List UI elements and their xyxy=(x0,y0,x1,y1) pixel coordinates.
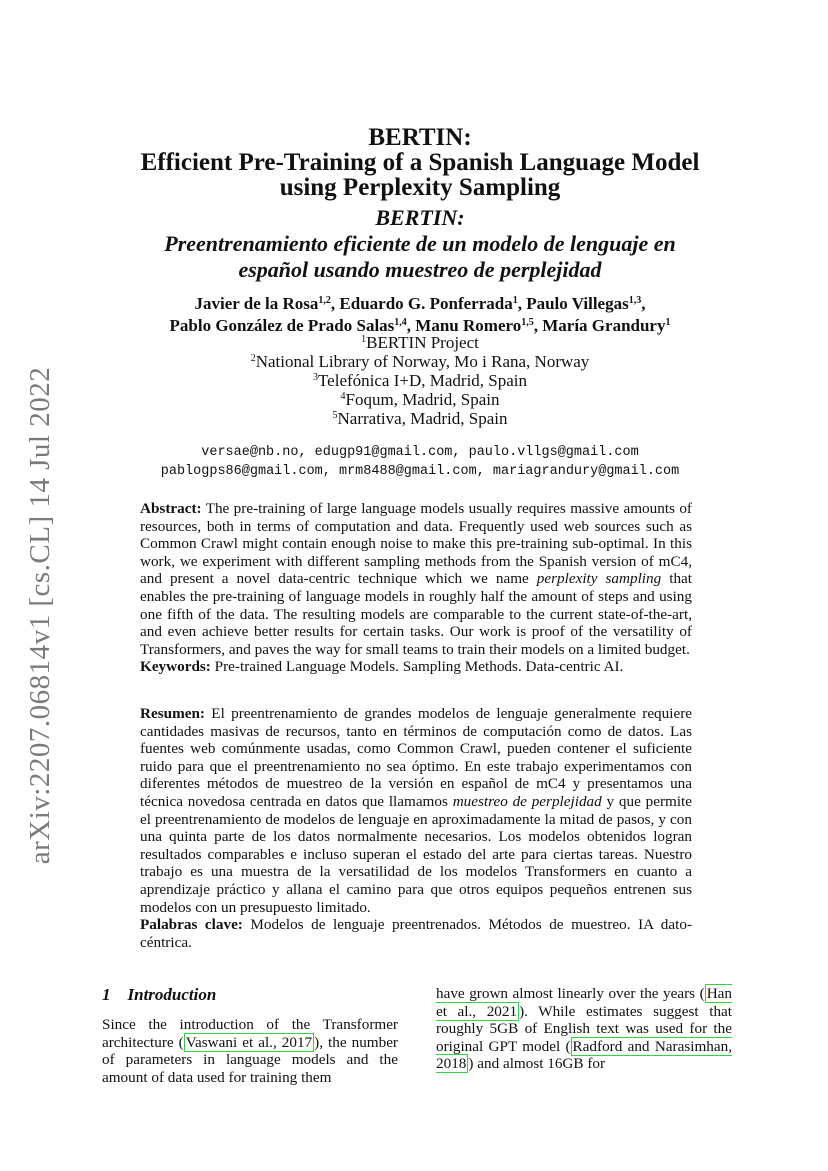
abstract-text: that enables the pre-training of language models in roughly half the amount of steps and using one fifth of the data. The resulting models are comparable to the current state-of-the-art, and even achieve better results for certain tasks. Our work is proof of the versatility of Transformers, and paves the way for small teams to train their models on a limited budget. xyxy=(140,570,693,658)
author-affiliation-mark: 1,3 xyxy=(628,295,642,306)
abstract-label: Abstract: xyxy=(140,500,202,517)
citation-link[interactable]: Vaswani et al., 2017 xyxy=(185,1033,313,1051)
palabras-clave-text: Modelos de lenguaje preentrenados. Métodos de muestreo. IA dato-céntrica. xyxy=(140,916,693,951)
author-affiliation-mark: 1 xyxy=(665,317,671,328)
arxiv-id-text: arXiv:2207.06814v1 [cs.CL] 14 Jul 2022 xyxy=(24,366,57,864)
affiliation-item xyxy=(100,371,740,390)
affiliation-item xyxy=(100,409,740,428)
affiliation-text: Telefónica I+D, Madrid, Spain xyxy=(317,371,528,390)
abstract-emphasis: perplexity sampling xyxy=(536,570,662,588)
resumen-block xyxy=(140,705,692,951)
author-affiliation-mark: 1 xyxy=(512,295,518,306)
keywords-text: Pre-trained Language Models. Sampling Methods. Data-centric AI. xyxy=(214,658,624,676)
section-number: 1 xyxy=(102,985,111,1004)
spanish-title xyxy=(100,205,740,283)
resumen-text: El preentrenamiento de grandes modelos de lenguaje generalmente requiere cantidades masivas de recursos, tanto en términos de computación como de datos. Las fuentes web comúnmente usadas, como Common Crawl, pueden contener el suficiente ruido para que el preentrenamiento no sea óptimo. En este trabajo experimentamos con diferentes métodos de muestreo de la versión en español de mC4 y presentamos una técnica novedosa centrada en datos que llamamos xyxy=(140,705,693,810)
abstract-paragraph xyxy=(140,500,692,658)
affiliation-text: National Library of Norway, Mo i Rana, Norway xyxy=(255,352,590,371)
affiliation-item xyxy=(100,390,740,409)
citation-link[interactable]: Radford and Narasimhan, 2018 xyxy=(436,1037,732,1073)
abstract-block xyxy=(140,500,692,676)
affiliation-item xyxy=(100,333,740,352)
abstract-keywords xyxy=(140,658,692,676)
intro-right-column xyxy=(436,985,732,1073)
intro-left-column xyxy=(102,985,398,1086)
affiliation-number: 5 xyxy=(332,410,338,421)
arxiv-identifier-stamp xyxy=(20,366,62,864)
abstract-text: The pre-training of large language models usually requires massive amounts of resources, both in terms of computation and data. Frequently used web sources such as Common Crawl might contain enough noise to make this pre-training sub-optimal. In this work, we experiment with different sampling methods from the Spanish version of mC4, and present a novel data-centric technique which we name xyxy=(140,500,692,588)
author-affiliation-mark: 1,4 xyxy=(394,317,407,328)
affiliation-list xyxy=(100,333,740,428)
title-line-2: Efficient Pre-Training of a Spanish Language Model xyxy=(140,149,700,176)
intro-text: ), the number of parameters in language models and the amount of data used for training them xyxy=(102,1033,398,1086)
author-name: Javier de la Rosa xyxy=(194,294,319,313)
section-title: Introduction xyxy=(127,985,217,1004)
intro-text: Since the introduction of the Transformer architecture ( xyxy=(102,1016,398,1051)
author-name: María Grandury xyxy=(542,316,666,335)
author-affiliation-mark: 1,5 xyxy=(521,317,534,328)
title-line-1: BERTIN: xyxy=(368,124,472,151)
paper-title xyxy=(100,125,740,200)
affiliation-number: 1 xyxy=(361,334,367,345)
intro-paragraph xyxy=(102,1016,398,1086)
palabras-clave-label: Palabras clave: xyxy=(140,916,243,934)
keywords-label: Keywords: xyxy=(140,658,211,676)
intro-text: have grown almost linearly over the years ( xyxy=(436,985,705,1002)
resumen-emphasis: muestreo de perplejidad xyxy=(452,792,602,810)
author-affiliation-mark: 1,2 xyxy=(318,295,331,306)
affiliation-text: Foqum, Madrid, Spain xyxy=(345,390,500,409)
citation-link[interactable]: Han et al., 2021 xyxy=(436,985,732,1020)
intro-paragraph-continued xyxy=(436,985,732,1073)
affiliation-number: 4 xyxy=(340,391,346,402)
spanish-title-line-1: BERTIN: xyxy=(375,205,465,230)
spanish-title-line-2: Preentrenamiento eficiente de un modelo de lenguaje en xyxy=(164,231,676,256)
title-line-3: using Perplexity Sampling xyxy=(279,174,561,201)
resumen-label: Resumen: xyxy=(140,705,205,722)
author-name: Eduardo G. Ponferrada xyxy=(339,294,513,313)
author-line-1: Javier de la Rosa$^{1,2}$, Eduardo G. Ponferrada$^1$, Paulo Villegas$^{1,3}$, xyxy=(194,294,646,313)
author-name: Pablo González de Prado Salas xyxy=(169,316,395,335)
affiliation-number: 3 xyxy=(312,372,318,383)
intro-text: ). While estimates suggest that roughly 5GB of English text was used for the original GPT model ( xyxy=(436,1002,732,1055)
intro-text: ) and almost 16GB for xyxy=(468,1055,606,1073)
resumen-keywords xyxy=(140,916,692,951)
author-name: Manu Romero xyxy=(415,316,522,335)
author-name: Paulo Villegas xyxy=(526,294,629,313)
author-list xyxy=(100,293,740,337)
affiliation-item xyxy=(100,352,740,371)
email-line-2: pablogps86@gmail.com, mrm8488@gmail.com, mariagrandury@gmail.com xyxy=(160,464,680,479)
email-list xyxy=(100,443,740,481)
author-line-2: Pablo González de Prado Salas$^{1,4}$, Manu Romero$^{1,5}$, María Grandury$^1$ xyxy=(169,316,671,335)
affiliation-number: 2 xyxy=(250,353,256,364)
resumen-paragraph xyxy=(140,705,692,916)
affiliation-text: Narrativa, Madrid, Spain xyxy=(337,409,508,428)
affiliation-text: BERTIN Project xyxy=(366,333,479,352)
resumen-text: y que permite el preentrenamiento de modelos de lenguaje en aproximadamente la mitad de pasos, y con una quinta parte de los datos normalmente necesarios. Los modelos obtenidos logran resultados comparables e incluso superan el estado del arte para ciertas tareas. Nuestro trabajo es una muestra de la versatilidad de los modelos Transformers en cuanto a aprendizaje práctico y allana el camino para que otros equipos pequeños entrenen sus modelos con un presupuesto limitado. xyxy=(140,792,693,916)
spanish-title-line-3: español usando muestreo de perplejidad xyxy=(238,257,602,282)
section-heading xyxy=(102,985,398,1005)
email-line-1: versae@nb.no, edugp91@gmail.com, paulo.vllgs@gmail.com xyxy=(201,445,639,460)
